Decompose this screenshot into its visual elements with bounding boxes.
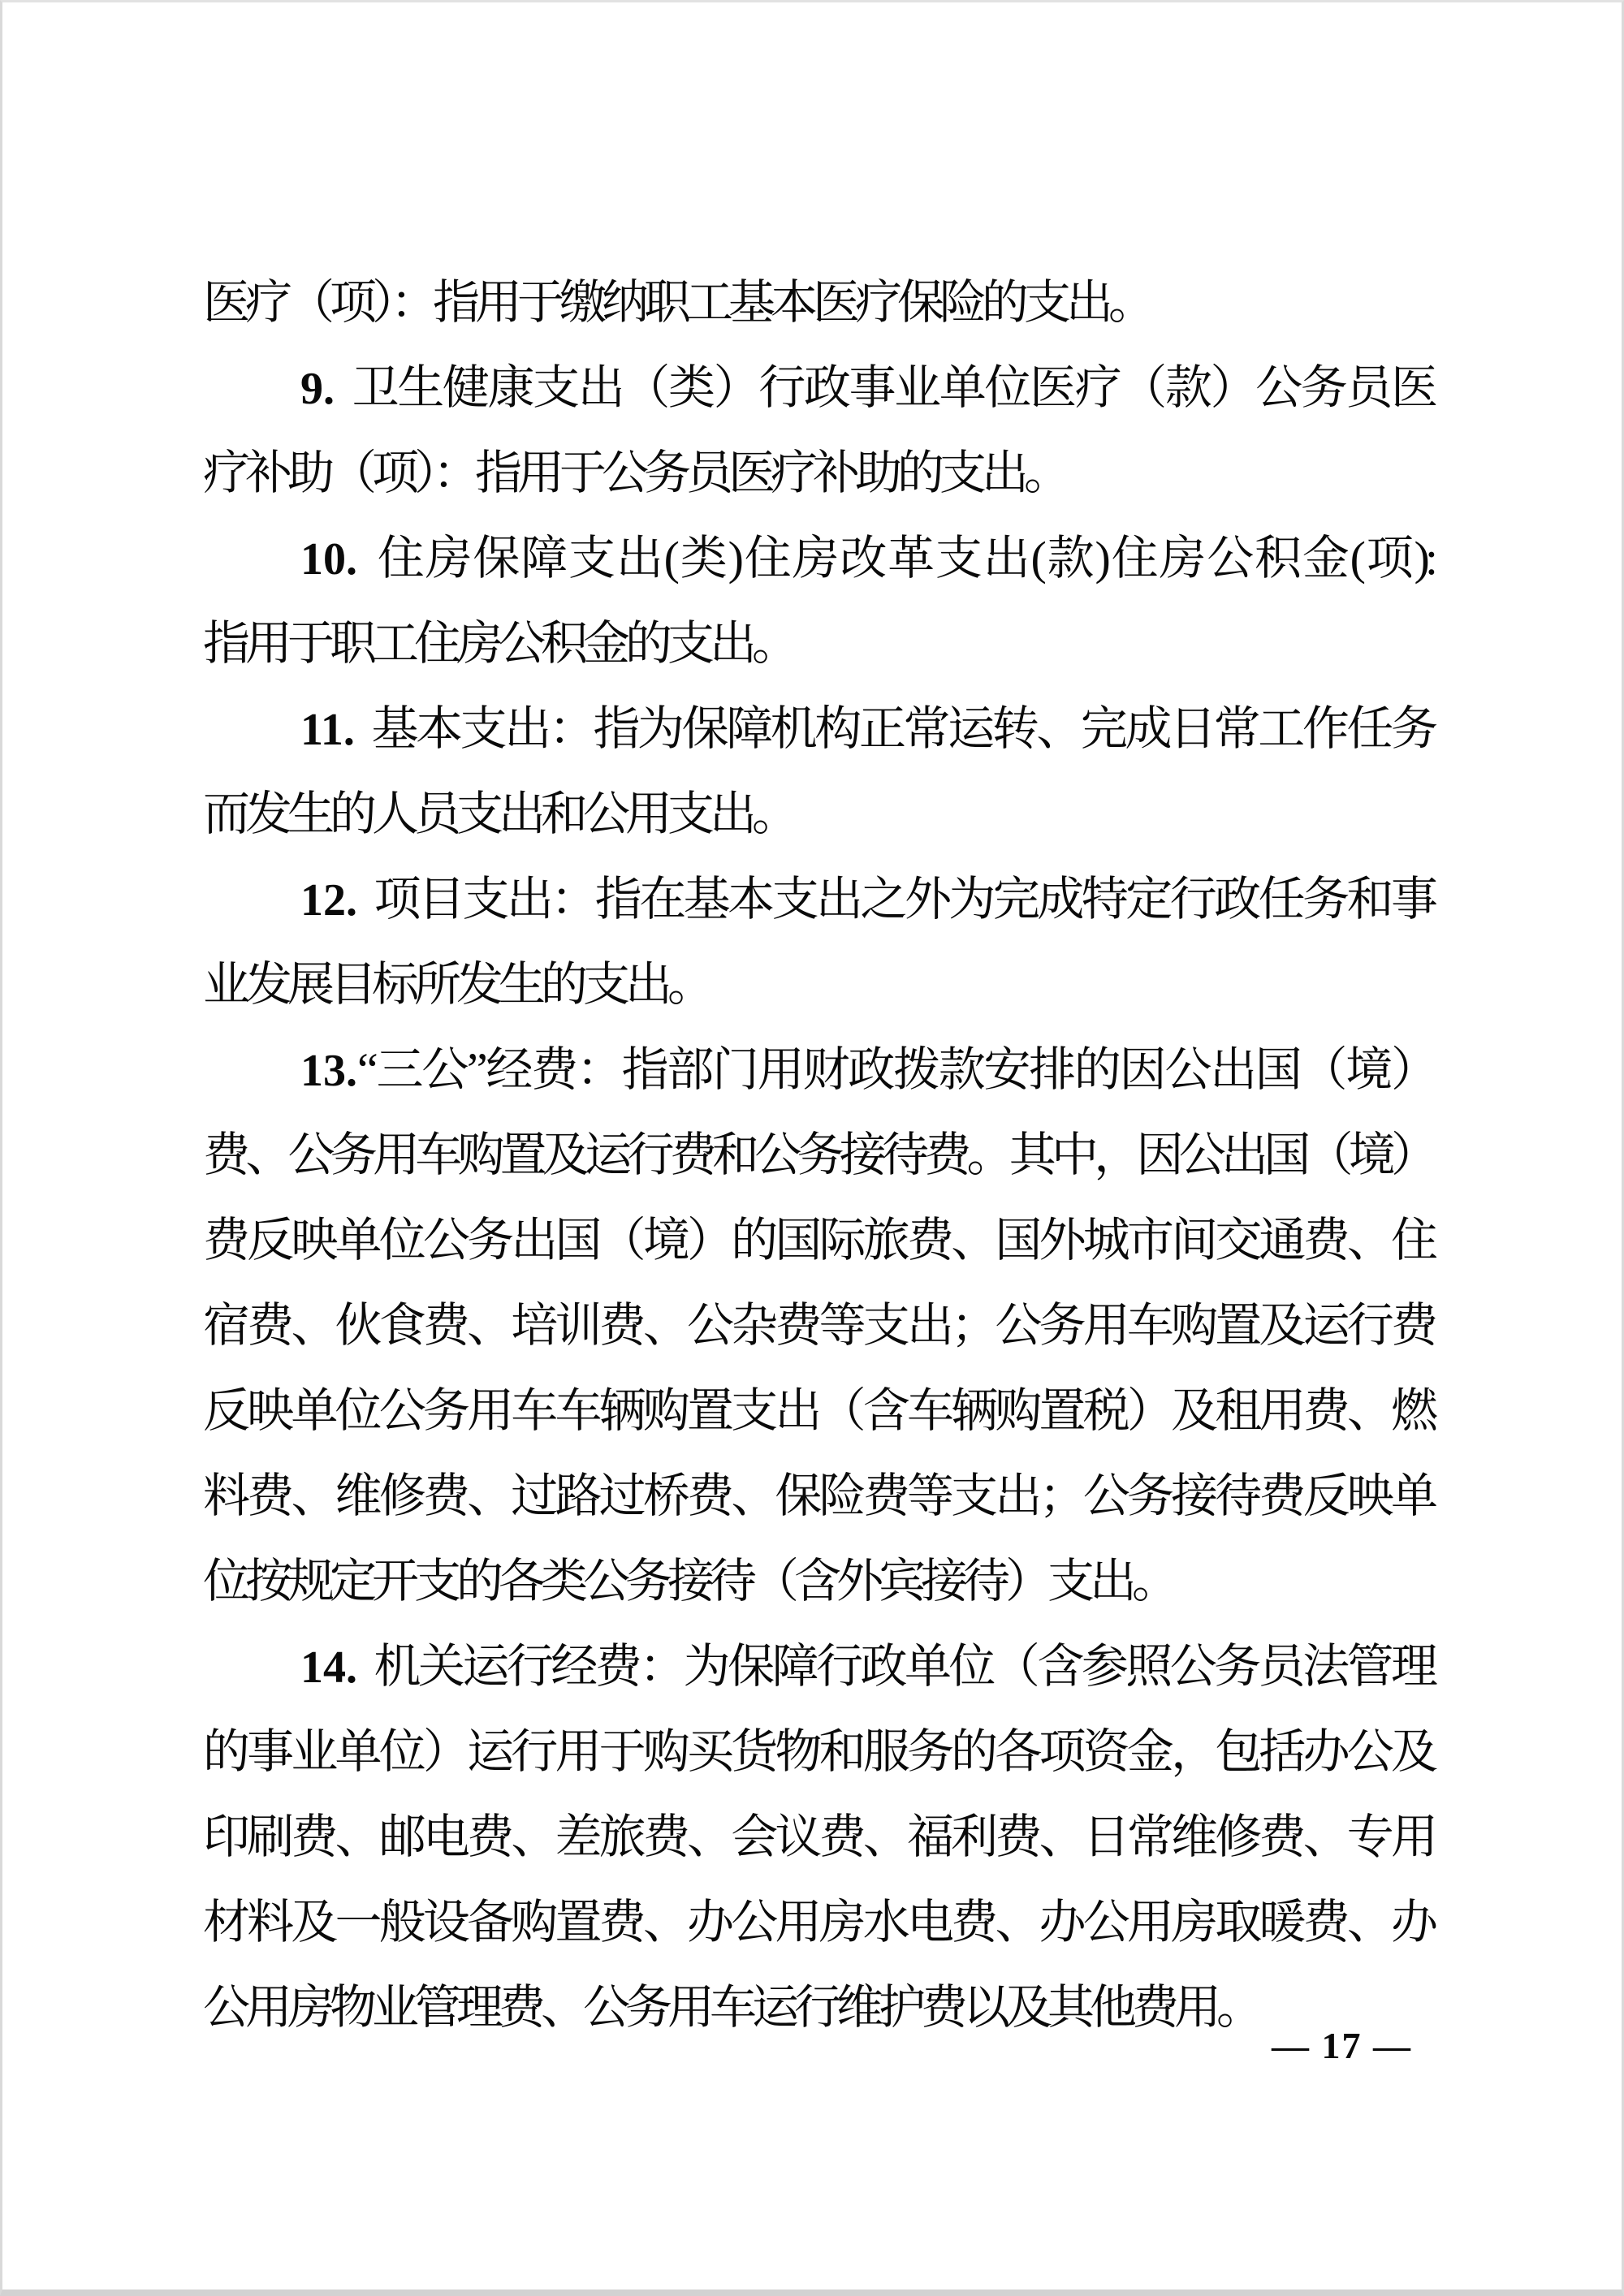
- text-line: [203, 857, 1433, 942]
- page-number: [1272, 2024, 1412, 2068]
- line-text: 医疗（项）：指用于缴纳职工基本医疗保险的支出。: [203, 276, 1151, 329]
- text-line: [203, 1880, 1433, 1965]
- line-text: 疗补助（项）：指用于公务员医疗补助的支出。: [203, 447, 1067, 499]
- text-line: [203, 1453, 1433, 1539]
- line-text: “三公”经费：指部门用财政拨款安排的因公出国（境）: [357, 1043, 1433, 1096]
- text-line: [203, 771, 1433, 857]
- text-line: [203, 1198, 1433, 1283]
- text-line: [203, 1965, 1433, 2050]
- paragraph-number: 13.: [300, 1046, 357, 1096]
- text-line: [203, 1539, 1433, 1624]
- text-line: [203, 345, 1433, 430]
- text-line: [203, 686, 1433, 771]
- paragraph-number: 10.: [300, 534, 357, 585]
- paragraph-number: 9.: [300, 364, 335, 414]
- line-text: 材料及一般设备购置费、办公用房水电费、办公用房取暖费、办: [203, 1896, 1433, 1949]
- text-line: [203, 260, 1433, 345]
- text-line: [203, 1709, 1433, 1794]
- line-text: 而发生的人员支出和公用支出。: [203, 788, 795, 840]
- line-text: 费反映单位公务出国（境）的国际旅费、国外城市间交通费、住: [203, 1214, 1433, 1267]
- body-text: [203, 260, 1433, 2050]
- text-line: [203, 942, 1433, 1027]
- line-text: 费、公务用车购置及运行费和公务接待费。其中，因公出国（境）: [203, 1129, 1433, 1181]
- line-text: 的事业单位）运行用于购买货物和服务的各项资金，包括办公及: [203, 1725, 1433, 1778]
- text-line: [203, 1624, 1433, 1709]
- line-text: 住房保障支出(类)住房改革支出(款)住房公积金(项):: [372, 532, 1433, 585]
- page-number-label: — 17 —: [1272, 2025, 1412, 2066]
- text-line: [203, 1112, 1433, 1198]
- line-text: 料费、维修费、过路过桥费、保险费等支出；公务接待费反映单: [203, 1470, 1433, 1522]
- line-text: 卫生健康支出（类）行政事业单位医疗（款）公务员医: [349, 361, 1433, 414]
- paragraph-number: 11.: [300, 705, 355, 755]
- line-text: 宿费、伙食费、培训费、公杂费等支出；公务用车购置及运行费: [203, 1299, 1433, 1352]
- text-line: [203, 516, 1433, 601]
- paragraph-number: 12.: [300, 875, 357, 926]
- text-line: [203, 1794, 1433, 1880]
- line-text: 业发展目标所发生的支出。: [203, 958, 710, 1011]
- line-text: 位按规定开支的各类公务接待（含外宾接待）支出。: [203, 1555, 1175, 1608]
- text-line: [203, 1027, 1433, 1112]
- text-line: [203, 1368, 1433, 1453]
- line-text: 项目支出：指在基本支出之外为完成特定行政任务和事: [372, 873, 1433, 926]
- line-text: 机关运行经费：为保障行政单位（含参照公务员法管理: [372, 1640, 1433, 1693]
- line-text: 指用于职工住房公积金的支出。: [203, 617, 795, 670]
- text-line: [203, 1283, 1433, 1368]
- line-text: 基本支出：指为保障机构正常运转、完成日常工作任务: [369, 702, 1433, 755]
- line-text: 印刷费、邮电费、差旅费、会议费、福利费、日常维修费、专用: [203, 1810, 1433, 1863]
- line-text: 公用房物业管理费、公务用车运行维护费以及其他费用。: [203, 1981, 1259, 2034]
- line-text: 反映单位公务用车车辆购置支出（含车辆购置税）及租用费、燃: [203, 1384, 1433, 1437]
- paragraph-number: 14.: [300, 1642, 357, 1693]
- text-line: [203, 601, 1433, 686]
- text-line: [203, 430, 1433, 516]
